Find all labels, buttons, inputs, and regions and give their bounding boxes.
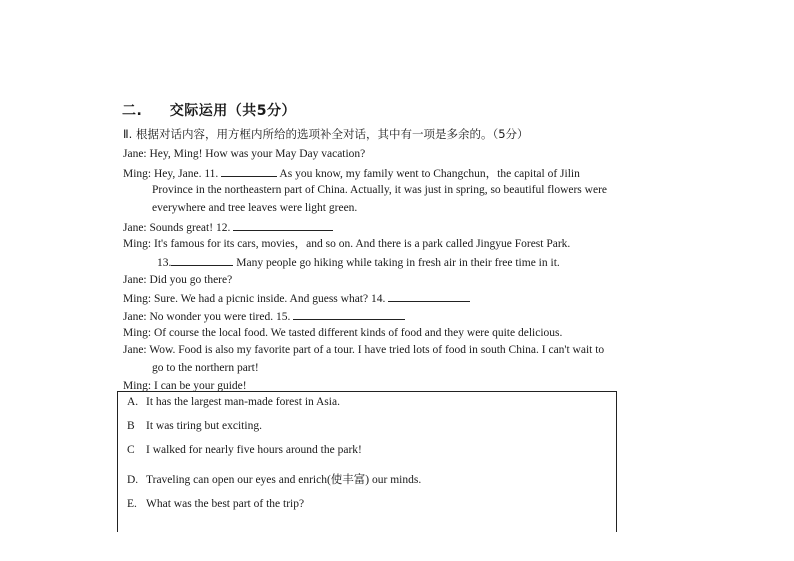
options-box	[117, 391, 617, 532]
section-heading	[122, 100, 296, 120]
dialogue-line	[157, 254, 560, 271]
dialogue-line: Jane: Did you go there?	[123, 274, 233, 286]
dialogue-line: Ming: I can be your guide!	[123, 380, 247, 392]
instruction-text: Ⅱ. 根据对话内容，用方框内所给的选项补全对话，其中有一项是多余的。（5分）	[123, 127, 529, 141]
option-text: It has the largest man-made forest in Asia.	[146, 396, 340, 408]
answer-blank-15[interactable]	[293, 308, 405, 320]
option-a	[127, 396, 340, 408]
dialogue-text: 13.	[157, 257, 172, 269]
option-letter: B	[127, 420, 135, 432]
dialogue-text: Jane: Sounds great! 12.	[123, 222, 234, 234]
dialogue-line: Province in the northeastern part of China. Actually, it was just in spring, so beautiful flowers were	[152, 184, 607, 196]
dialogue-text: Ming: Hey, Jane. 11.	[123, 168, 222, 180]
option-text: I walked for nearly five hours around the park!	[146, 444, 362, 456]
dialogue-line	[123, 308, 405, 325]
section-title: 交际运用（共5分）	[169, 103, 296, 119]
option-d	[127, 471, 421, 487]
dialogue-line: Jane: Wow. Food is also my favorite part of a tour. I have tried lots of food in south China. I can't wait to	[123, 344, 605, 356]
answer-blank-11[interactable]	[221, 165, 277, 177]
dialogue-text: Many people go hiking while taking in fresh air in their free time in it.	[233, 257, 560, 269]
option-e	[127, 498, 304, 510]
dialogue-line: Ming: It's famous for its cars, movies，and so on. And there is a park called Jingyue Forest Park.	[123, 238, 571, 250]
dialogue-line: everywhere and tree leaves were light green.	[152, 202, 358, 214]
option-letter: D.	[127, 474, 139, 486]
dialogue-text: Jane: No wonder you were tired. 15.	[123, 311, 294, 323]
option-b	[127, 420, 262, 432]
dialogue-line	[123, 165, 580, 182]
dialogue-text: Ming: Sure. We had a picnic inside. And guess what? 14.	[123, 293, 389, 305]
option-text: What was the best part of the trip?	[146, 498, 305, 510]
option-letter: C	[127, 444, 135, 456]
dialogue-line	[123, 290, 470, 307]
option-letter: E.	[127, 498, 137, 510]
option-text: Traveling can open our eyes and enrich(使丰富) our minds.	[146, 474, 422, 486]
section-number: 二.	[122, 103, 143, 119]
dialogue-line	[123, 219, 333, 236]
dialogue-text: As you know, my family went to Changchun，the capital of Jilin	[277, 168, 580, 180]
dialogue-line: Ming: Of course the local food. We tasted different kinds of food and they were quite delicious.	[123, 327, 563, 339]
option-c	[127, 444, 362, 456]
option-letter: A.	[127, 396, 139, 408]
answer-blank-13[interactable]	[171, 254, 233, 266]
answer-blank-12[interactable]	[233, 219, 333, 231]
answer-blank-14[interactable]	[388, 290, 470, 302]
dialogue-line: Jane: Hey, Ming! How was your May Day vacation?	[123, 148, 366, 160]
option-text: It was tiring but exciting.	[146, 420, 262, 432]
dialogue-line: go to the northern part!	[152, 362, 259, 374]
